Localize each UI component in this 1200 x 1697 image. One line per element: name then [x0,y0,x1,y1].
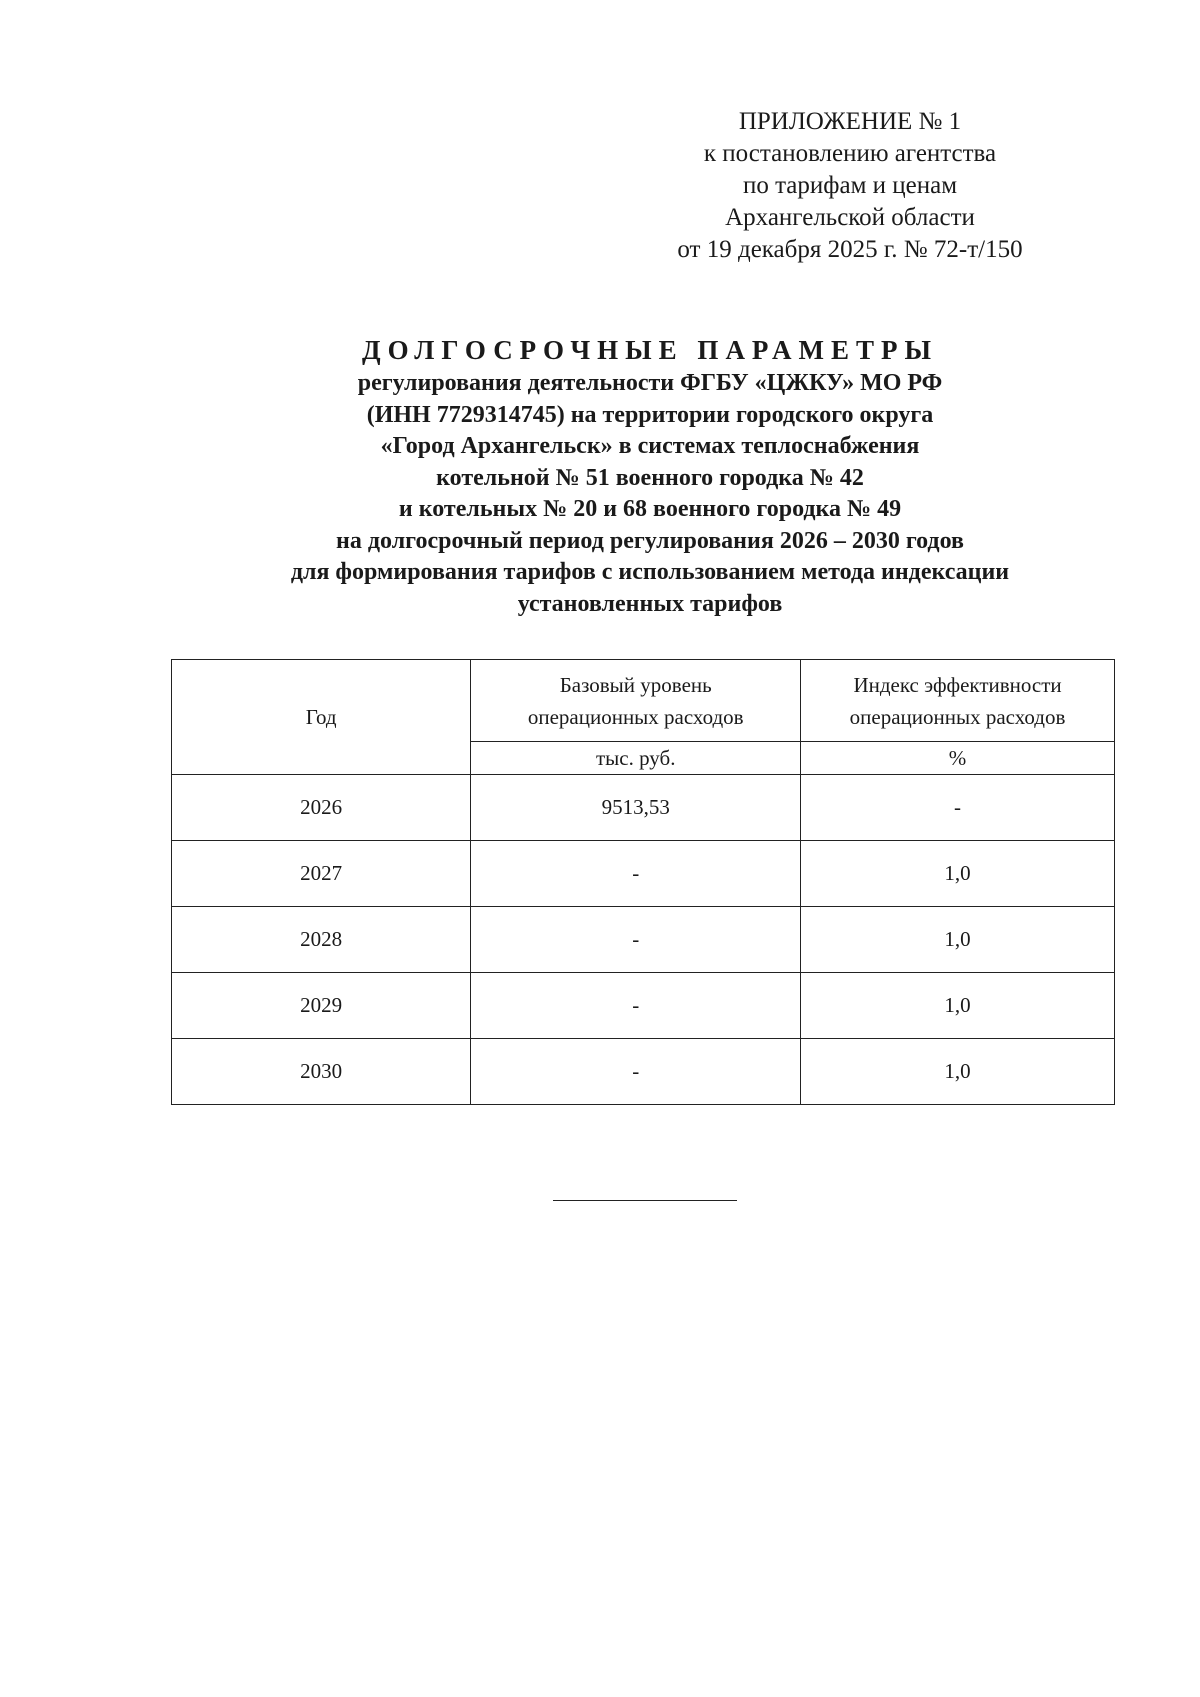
title-line: (ИНН 7729314745) на территории городского округа [366,401,934,428]
cell-year: 2026 [172,775,471,841]
cell-efficiency-index: - [801,775,1115,841]
closing-divider [553,1200,737,1201]
cell-base-level: - [471,1039,801,1105]
header-year: Год [172,660,471,775]
cell-efficiency-index: 1,0 [801,973,1115,1039]
title-line: котельной № 51 военного городка № 42 [436,464,864,491]
cell-base-level: - [471,973,801,1039]
cell-year: 2028 [172,907,471,973]
title-line: установленных тарифов [517,590,783,617]
cell-year: 2029 [172,973,471,1039]
header-base-level-line: Базовый уровень [559,672,712,697]
appendix-date: от 19 декабря 2025 г. № 72-т/150 [677,236,1023,263]
cell-base-level: 9513,53 [471,775,801,841]
header-efficiency-index-line: операционных расходов [849,704,1066,729]
title-line: и котельных № 20 и 68 военного городка № 49 [398,496,902,522]
table-row [172,841,1115,907]
title-heading: ДОЛГОСРОЧНЫЕ ПАРАМЕТРЫ [362,335,938,365]
cell-base-level: - [471,841,801,907]
appendix-block [640,106,1060,266]
table-row [172,775,1115,841]
cell-efficiency-index: 1,0 [801,907,1115,973]
unit-base-level: тыс. руб. [471,742,801,775]
title-line: регулирования деятельности ФГБУ «ЦЖКУ» МО РФ [357,370,943,396]
title-line: «Город Архангельск» в системах теплоснабжения [380,433,920,459]
table-header-row [172,660,1115,742]
appendix-number: ПРИЛОЖЕНИЕ № 1 [738,108,962,135]
unit-efficiency-index: % [801,742,1115,775]
cell-year: 2030 [172,1039,471,1105]
cell-year: 2027 [172,841,471,907]
appendix-line: по тарифам и ценам [742,172,958,199]
document-title [160,332,1140,620]
parameters-table [171,659,1115,1105]
cell-efficiency-index: 1,0 [801,841,1115,907]
appendix-line: Архангельской области [725,204,975,231]
title-line: для формирования тарифов с использованием метода индексации [290,559,1010,585]
header-efficiency-index-line: Индекс эффективности [853,672,1062,697]
cell-efficiency-index: 1,0 [801,1039,1115,1105]
cell-base-level: - [471,907,801,973]
header-base-level-line: операционных расходов [527,704,744,729]
header-base-level [471,660,801,742]
title-line: на долгосрочный период регулирования 2026 – 2030 годов [336,527,964,554]
table-row [172,973,1115,1039]
table-row [172,907,1115,973]
appendix-line: к постановлению агентства [703,140,997,167]
header-efficiency-index [801,660,1115,742]
table-row [172,1039,1115,1105]
